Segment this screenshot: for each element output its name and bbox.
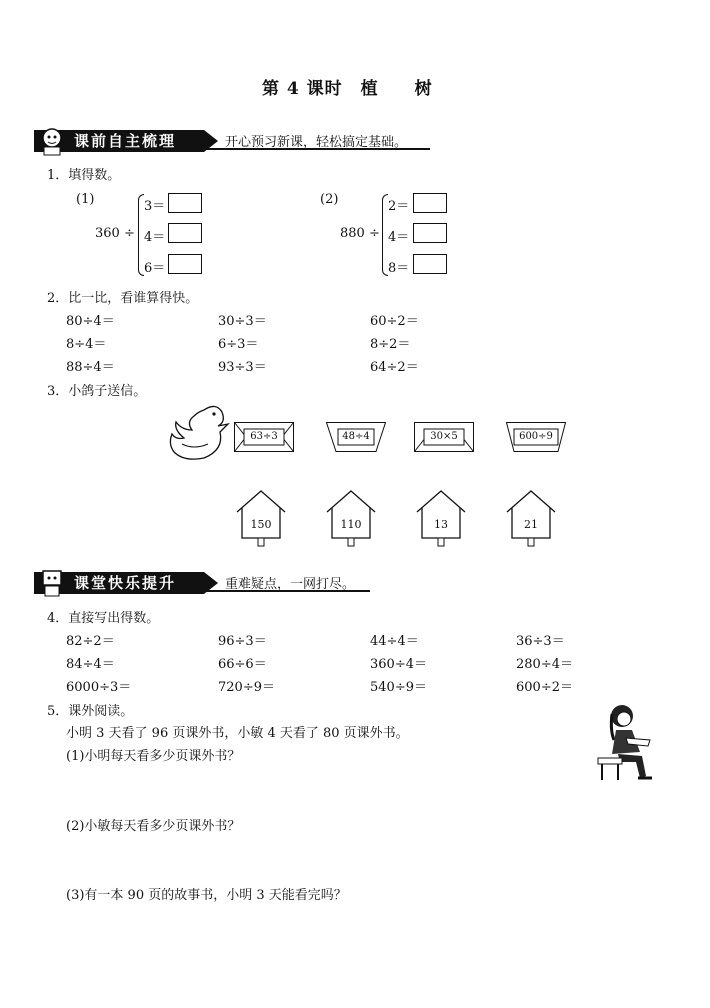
q1-part1-tag: (1): [76, 192, 95, 207]
envelope-expression: 63÷3: [250, 431, 278, 442]
q2-cell: 60÷2＝: [370, 314, 419, 329]
q4-cell: 84÷4＝: [66, 657, 115, 672]
banner-label: 课堂快乐提升: [34, 572, 204, 594]
envelope[interactable]: [506, 422, 566, 452]
envelope[interactable]: [326, 422, 386, 452]
q1-part2-row: 2＝: [388, 199, 410, 214]
mascot-icon: [34, 568, 70, 598]
house-number: 150: [250, 518, 272, 531]
answer-box[interactable]: [413, 193, 447, 213]
q4-cell: 6000÷3＝: [66, 680, 132, 695]
q4-cell: 36÷3＝: [516, 634, 565, 649]
banner-slogan: 开心预习新课，轻松搞定基础。: [225, 135, 408, 150]
envelope-expression: 30×5: [430, 431, 458, 442]
q4-cell: 600÷2＝: [516, 680, 573, 695]
q1-part2-row: 8＝: [388, 261, 410, 276]
question-4-label: 4．直接写出得数。: [47, 611, 160, 626]
house[interactable]: [416, 490, 466, 550]
envelope[interactable]: [414, 422, 474, 452]
house[interactable]: [326, 490, 376, 550]
question-1-label: 1．填得数。: [47, 168, 121, 183]
q5-sub-question: (1)小明每天看多少页课外书？: [66, 749, 241, 764]
banner-label: 课前自主梳理: [34, 130, 204, 152]
q5-text: 小明 3 天看了 96 页课外书，小敏 4 天看了 80 页课外书。: [66, 726, 409, 741]
q4-cell: 66÷6＝: [218, 657, 267, 672]
q1-part1-row: 6＝: [144, 261, 166, 276]
q5-sub-question: (3)有一本 90 页的故事书，小明 3 天能看完吗？: [66, 888, 347, 903]
q1-part2-row: 4＝: [388, 230, 410, 245]
answer-box[interactable]: [413, 223, 447, 243]
q2-cell: 6÷3＝: [218, 337, 259, 352]
q1-part1-dividend: 360 ÷: [95, 226, 135, 241]
envelope-expression: 48÷4: [342, 431, 370, 442]
q1-part2-tag: (2): [320, 192, 339, 207]
house-number: 21: [524, 518, 538, 531]
envelope[interactable]: [234, 422, 294, 452]
reading-girl-icon: [592, 700, 664, 786]
house-number: 13: [434, 518, 448, 531]
q4-cell: 82÷2＝: [66, 634, 115, 649]
envelope-expression: 600÷9: [519, 431, 553, 442]
q1-part1-row: 4＝: [144, 230, 166, 245]
question-5-label: 5．课外阅读。: [47, 704, 134, 719]
answer-box[interactable]: [413, 254, 447, 274]
q4-cell: 540÷9＝: [370, 680, 427, 695]
house[interactable]: [506, 490, 556, 550]
q1-part1-row: 3＝: [144, 199, 166, 214]
q2-cell: 8÷2＝: [370, 337, 411, 352]
q2-cell: 80÷4＝: [66, 314, 115, 329]
q2-cell: 93÷3＝: [218, 360, 267, 375]
q2-cell: 30÷3＝: [218, 314, 267, 329]
section-banner-preview: [0, 128, 430, 154]
pigeon-icon: [164, 400, 234, 466]
q2-cell: 64÷2＝: [370, 360, 419, 375]
q4-cell: 720÷9＝: [218, 680, 275, 695]
page-title: 第 4 课时 植 树: [262, 79, 433, 99]
section-banner-practice: [0, 570, 370, 596]
mascot-icon: [34, 126, 70, 156]
house[interactable]: [236, 490, 286, 550]
q4-cell: 280÷4＝: [516, 657, 573, 672]
question-3-label: 3．小鸽子送信。: [47, 384, 147, 399]
q4-cell: 96÷3＝: [218, 634, 267, 649]
q5-sub-question: (2)小敏每天看多少页课外书？: [66, 819, 241, 834]
q1-part2-dividend: 880 ÷: [340, 226, 380, 241]
answer-box[interactable]: [168, 254, 202, 274]
q4-cell: 360÷4＝: [370, 657, 427, 672]
question-2-label: 2．比一比，看谁算得快。: [47, 291, 199, 306]
q2-cell: 8÷4＝: [66, 337, 107, 352]
q2-cell: 88÷4＝: [66, 360, 115, 375]
q4-cell: 44÷4＝: [370, 634, 419, 649]
house-number: 110: [340, 518, 362, 531]
banner-slogan: 重难疑点，一网打尽。: [225, 577, 356, 592]
answer-box[interactable]: [168, 193, 202, 213]
answer-box[interactable]: [168, 223, 202, 243]
